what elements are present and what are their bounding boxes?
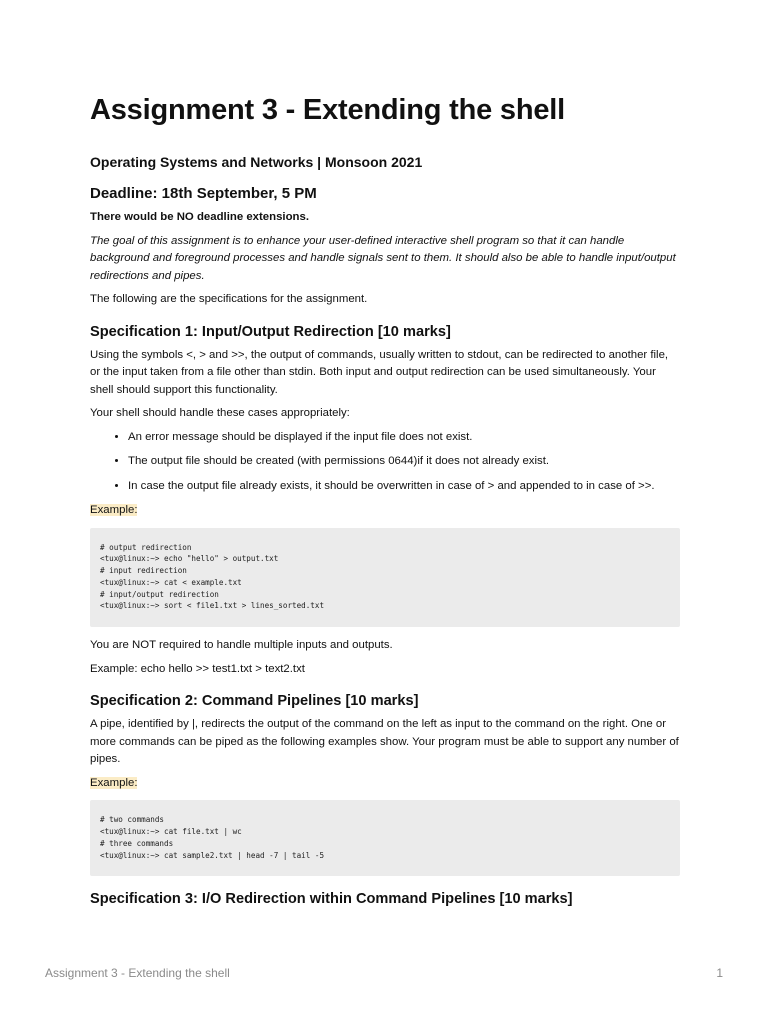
deadline-heading: Deadline: 18th September, 5 PM <box>90 185 317 202</box>
code-text: # two commands <tux@linux:~> cat file.txt | wc # three commands <tux@linux:~> cat sample2.txt | head -7 | tail -5 <box>100 815 325 860</box>
spec3-section <box>90 889 680 909</box>
list-item: • The output file should be created (with permissions 0644)if it does not already exist. <box>128 453 680 471</box>
spec1-note: You are NOT required to handle multiple inputs and outputs. <box>90 639 393 652</box>
footer-title: Assignment 3 - Extending the shell <box>45 966 230 980</box>
spec2-paragraph: A pipe, identified by |, redirects the output of the command on the left as input to the command on the right. One or more commands can be piped as the following examples show. Your program must be able to support any number of pipes. <box>90 718 679 766</box>
spec2-heading: Specification 2: Command Pipelines [10 marks] <box>90 693 419 710</box>
no-extension-note: There would be NO deadline extensions. <box>90 211 309 223</box>
example-highlight: Example: <box>90 776 138 789</box>
code-text: # output redirection <tux@linux:~> echo "hello" > output.txt # input redirection <tux@linux:~> cat < example.txt # input/output redirection <tux@linux:~> sort < file1.txt > lines_sorted.txt <box>100 542 325 611</box>
spec1-paragraph: Using the symbols <, > and >>, the output of commands, usually written to stdout, can be redirected to another file, or the input taken from a file other than stdin. Both input and output redirection can be used simultaneously. Your shell should support this functionality. <box>90 348 669 396</box>
code-block <box>90 528 680 628</box>
spec1-cases-intro: Your shell should handle these cases appropriately: <box>90 407 350 419</box>
goal-paragraph: The goal of this assignment is to enhance your user-defined interactive shell program so that it can handle background and foreground processes and handle signals sent to them. It should also be able to handle input/output redirections and pipes. <box>90 234 676 282</box>
spec1-example-label <box>90 502 680 520</box>
spec2-section <box>90 691 680 876</box>
spec1-note-example: Example: echo hello >> test1.txt > text2.txt <box>90 662 305 675</box>
spec1-bullet-list <box>90 429 680 496</box>
course-subtitle: Operating Systems and Networks | Monsoon 2021 <box>90 154 423 170</box>
spec2-example-label <box>90 775 680 793</box>
code-block <box>90 800 680 876</box>
spec1-heading: Specification 1: Input/Output Redirection [10 marks] <box>90 323 451 340</box>
spec1-section <box>90 322 680 679</box>
footer-page-number: 1 <box>716 966 723 980</box>
list-item: • An error message should be displayed if the input file does not exist. <box>128 429 680 447</box>
intro-paragraph: The following are the specifications for the assignment. <box>90 293 368 305</box>
spec3-heading: Specification 3: I/O Redirection within Command Pipelines [10 marks] <box>90 891 573 908</box>
document-page <box>90 92 680 914</box>
document-title: Assignment 3 - Extending the shell <box>90 94 565 126</box>
list-item: • In case the output file already exists, it should be overwritten in case of > and appended to in case of >>. <box>128 478 680 496</box>
example-highlight: Example: <box>90 504 138 516</box>
